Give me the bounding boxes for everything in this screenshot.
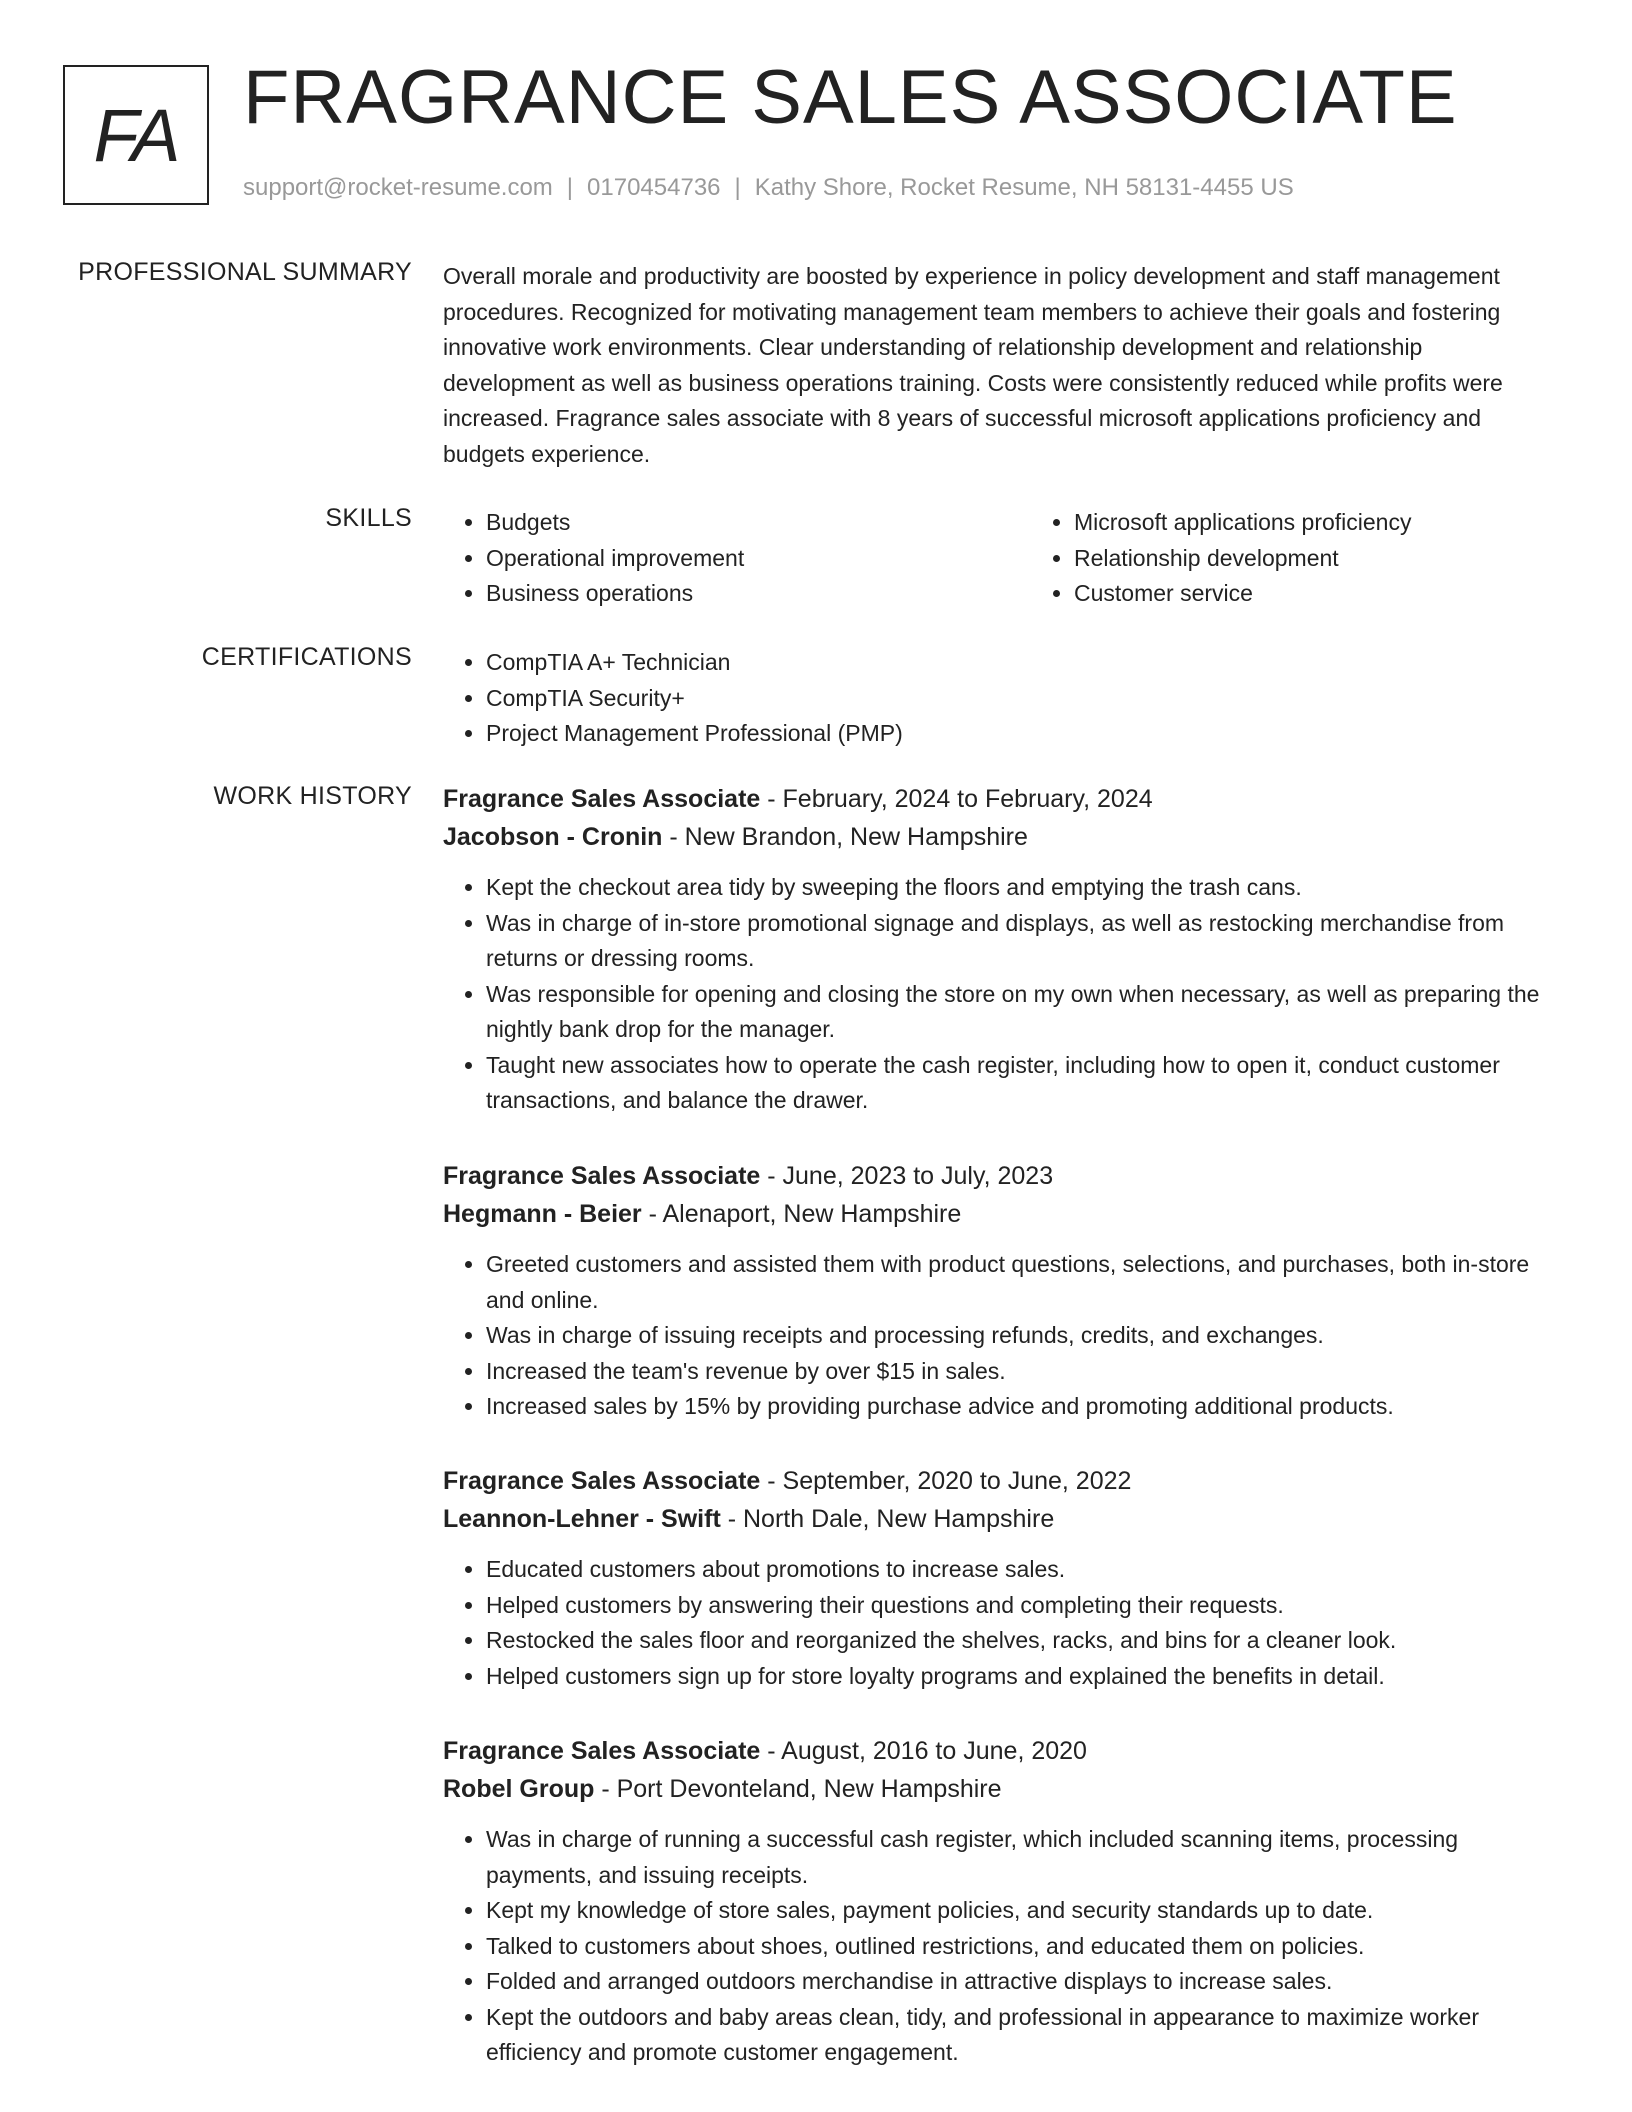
skill-item: • Microsoft applications proficiency <box>1074 505 1619 541</box>
job-title: Fragrance Sales Associate <box>443 1467 761 1495</box>
skill-item: • Budgets <box>486 505 1031 541</box>
job <box>443 780 1553 1119</box>
resume-title: FRAGRANCE SALES ASSOCIATE <box>243 55 1458 140</box>
contact-line <box>243 174 1294 202</box>
summary-body <box>443 259 1553 472</box>
job-location: - New Brandon, New Hampshire <box>662 823 1028 851</box>
job-company: Jacobson - Cronin <box>443 823 663 851</box>
certifications-body <box>443 645 1553 752</box>
section-label-summary: PROFESSIONAL SUMMARY <box>78 258 412 286</box>
job-title: Fragrance Sales Associate <box>443 785 761 813</box>
job-bullet: • Restocked the sales floor and reorganized the shelves, racks, and bins for a cleaner look. <box>486 1623 1553 1659</box>
job-title: Fragrance Sales Associate <box>443 1737 761 1765</box>
job-company: Leannon-Lehner - Swift <box>443 1505 721 1533</box>
job-bullet: • Kept my knowledge of store sales, payment policies, and security standards up to date. <box>486 1893 1553 1929</box>
job-title: Fragrance Sales Associate <box>443 1162 761 1190</box>
contact-separator: | <box>734 174 741 201</box>
contact-email[interactable]: support@rocket-resume.com <box>243 174 553 201</box>
job-company-line <box>443 1500 1553 1538</box>
job-title-line <box>443 780 1553 818</box>
skills-body <box>443 505 1553 612</box>
contact-address: Kathy Shore, Rocket Resume, NH 58131-4455 US <box>754 174 1294 201</box>
job-title-line <box>443 1732 1553 1770</box>
certifications-list <box>443 645 1553 752</box>
job-dates: - September, 2020 to June, 2022 <box>760 1467 1132 1495</box>
contact-phone[interactable]: 0170454736 <box>587 174 721 201</box>
job-title-line <box>443 1157 1553 1195</box>
skill-item: • Customer service <box>1074 576 1619 612</box>
certification-item: • CompTIA Security+ <box>486 681 1553 717</box>
skill-item: • Operational improvement <box>486 541 1031 577</box>
job-location: - Port Devonteland, New Hampshire <box>594 1775 1002 1803</box>
job-bullet: • Was responsible for opening and closing the store on my own when necessary, as well as preparing the nightly bank drop for the manager. <box>486 977 1553 1048</box>
job-bullet: • Increased sales by 15% by providing purchase advice and promoting additional products. <box>486 1389 1553 1425</box>
summary-text: Overall morale and productivity are boosted by experience in policy development and staff management procedures. Recognized for motivating management team members to achieve their goals and fostering innovative work environments. Clear understanding of relationship development and relationship development as well as business operations training. Costs were consistently reduced while profits were increased. Fragrance sales associate with 8 years of successful microsoft applications proficiency and budgets experience. <box>443 263 1503 467</box>
job-bullet: • Was in charge of running a successful cash register, which included scanning items, processing payments, and issuing receipts. <box>486 1822 1553 1893</box>
certification-item: • CompTIA A+ Technician <box>486 645 1553 681</box>
job-dates: - February, 2024 to February, 2024 <box>760 785 1153 813</box>
job-bullet: • Talked to customers about shoes, outlined restrictions, and educated them on policies. <box>486 1929 1553 1965</box>
job-bullet: • Helped customers sign up for store loyalty programs and explained the benefits in detail. <box>486 1659 1553 1695</box>
job-bullet: • Kept the outdoors and baby areas clean, tidy, and professional in appearance to maximize worker efficiency and promote customer engagement. <box>486 2000 1553 2071</box>
job-entry-2 <box>443 1157 1553 1425</box>
section-label-skills: SKILLS <box>325 504 412 532</box>
job-bullet: • Was in charge of issuing receipts and processing refunds, credits, and exchanges. <box>486 1318 1553 1354</box>
job-dates: - June, 2023 to July, 2023 <box>760 1162 1054 1190</box>
job-entry-3 <box>443 1462 1553 1694</box>
job-bullet: • Helped customers by answering their questions and completing their requests. <box>486 1588 1553 1624</box>
skills-column-1 <box>443 505 1031 612</box>
job-entry-4 <box>443 1732 1553 2071</box>
job-dates: - August, 2016 to June, 2020 <box>760 1737 1087 1765</box>
skill-item: • Relationship development <box>1074 541 1619 577</box>
job-bullet: • Educated customers about promotions to increase sales. <box>486 1552 1553 1588</box>
job-company-line <box>443 1770 1553 1808</box>
section-label-certifications: CERTIFICATIONS <box>201 643 412 671</box>
certification-item: • Project Management Professional (PMP) <box>486 716 1553 752</box>
monogram-logo: FA <box>63 65 209 205</box>
job-company: Robel Group <box>443 1775 595 1803</box>
job <box>443 1157 1553 1425</box>
job-company-line <box>443 1195 1553 1233</box>
job-bullet: • Taught new associates how to operate the cash register, including how to open it, conduct customer transactions, and balance the drawer. <box>486 1048 1553 1119</box>
contact-separator: | <box>566 174 574 201</box>
skills-column-2 <box>1031 505 1619 612</box>
skills-grid <box>443 505 1553 612</box>
job-bullet: • Folded and arranged outdoors merchandise in attractive displays to increase sales. <box>486 1964 1553 2000</box>
job-title-line <box>443 1462 1553 1500</box>
job-company-line <box>443 818 1553 856</box>
job-bullet: • Kept the checkout area tidy by sweeping the floors and emptying the trash cans. <box>486 870 1553 906</box>
job-company: Hegmann - Beier <box>443 1200 642 1228</box>
job-bullets <box>443 1552 1553 1694</box>
job-location: - Alenaport, New Hampshire <box>641 1200 962 1228</box>
job-location: - North Dale, New Hampshire <box>720 1505 1055 1533</box>
job-bullet: • Greeted customers and assisted them with product questions, selections, and purchases, both in-store and online. <box>486 1247 1553 1318</box>
job-bullet: • Increased the team's revenue by over $15 in sales. <box>486 1354 1553 1390</box>
section-label-work-history: WORK HISTORY <box>213 782 412 810</box>
job <box>443 1462 1553 1694</box>
job-bullets <box>443 870 1553 1119</box>
job-entry-1 <box>443 780 1553 1119</box>
skill-item: • Business operations <box>486 576 1031 612</box>
job-bullets <box>443 1822 1553 2071</box>
job <box>443 1732 1553 2071</box>
job-bullets <box>443 1247 1553 1425</box>
job-bullet: • Was in charge of in-store promotional signage and displays, as well as restocking merchandise from returns or dressing rooms. <box>486 906 1553 977</box>
